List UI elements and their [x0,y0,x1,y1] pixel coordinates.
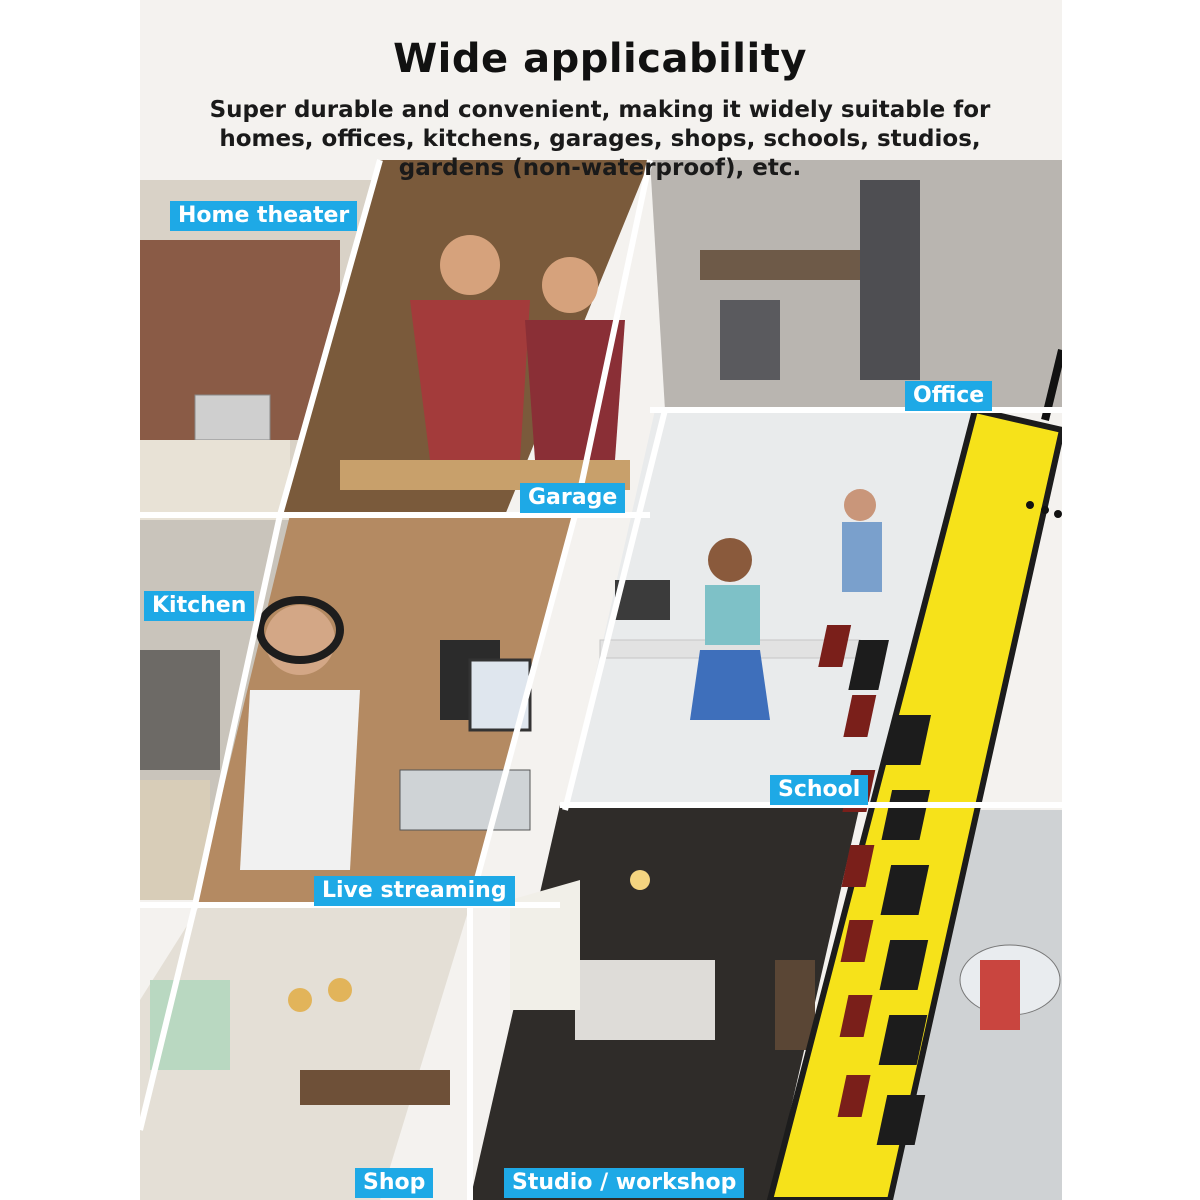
page-title: Wide applicability [393,36,807,82]
shop-counter [300,1070,450,1105]
oven [140,650,220,770]
student-shirt [705,585,760,645]
indicator-light [1054,510,1062,518]
streamer-head [265,605,335,675]
mixer [400,770,530,830]
cabinet [140,440,290,520]
office-scene [650,160,1062,410]
label-shop: Shop [355,1168,433,1198]
pendant-light [288,988,312,1012]
shop-window [150,980,230,1070]
blue-chair [690,650,770,720]
microwave [195,395,270,440]
indicator-light [1026,501,1034,509]
label-live-streaming: Live streaming [314,876,515,906]
label-home-theater: Home theater [170,201,357,231]
pendant-light [328,978,352,1002]
worker-1-head [440,235,500,295]
label-garage: Garage [520,483,625,513]
chair [720,300,780,380]
indicator-light [1041,506,1049,514]
tool-cart [980,960,1020,1030]
label-studio: Studio / workshop [504,1168,744,1198]
label-kitchen: Kitchen [144,591,254,621]
teacher-shirt [842,522,882,592]
student-head [708,538,752,582]
streamer-shirt [240,690,360,870]
person-office [860,180,920,380]
photographer [775,960,815,1050]
softbox [510,880,580,1010]
worker-1-shirt [410,300,530,460]
label-office: Office [905,381,992,411]
page-description: Super durable and convenient, making it widely suitable for homes, offices, kitchens, garages, shops, schools, studios, gardens (non-waterproof), etc. [209,97,991,181]
studio-light [630,870,650,890]
worker-2-head [542,257,598,313]
teacher-head [844,489,876,521]
backdrop [575,960,715,1040]
label-school: School [770,775,868,805]
